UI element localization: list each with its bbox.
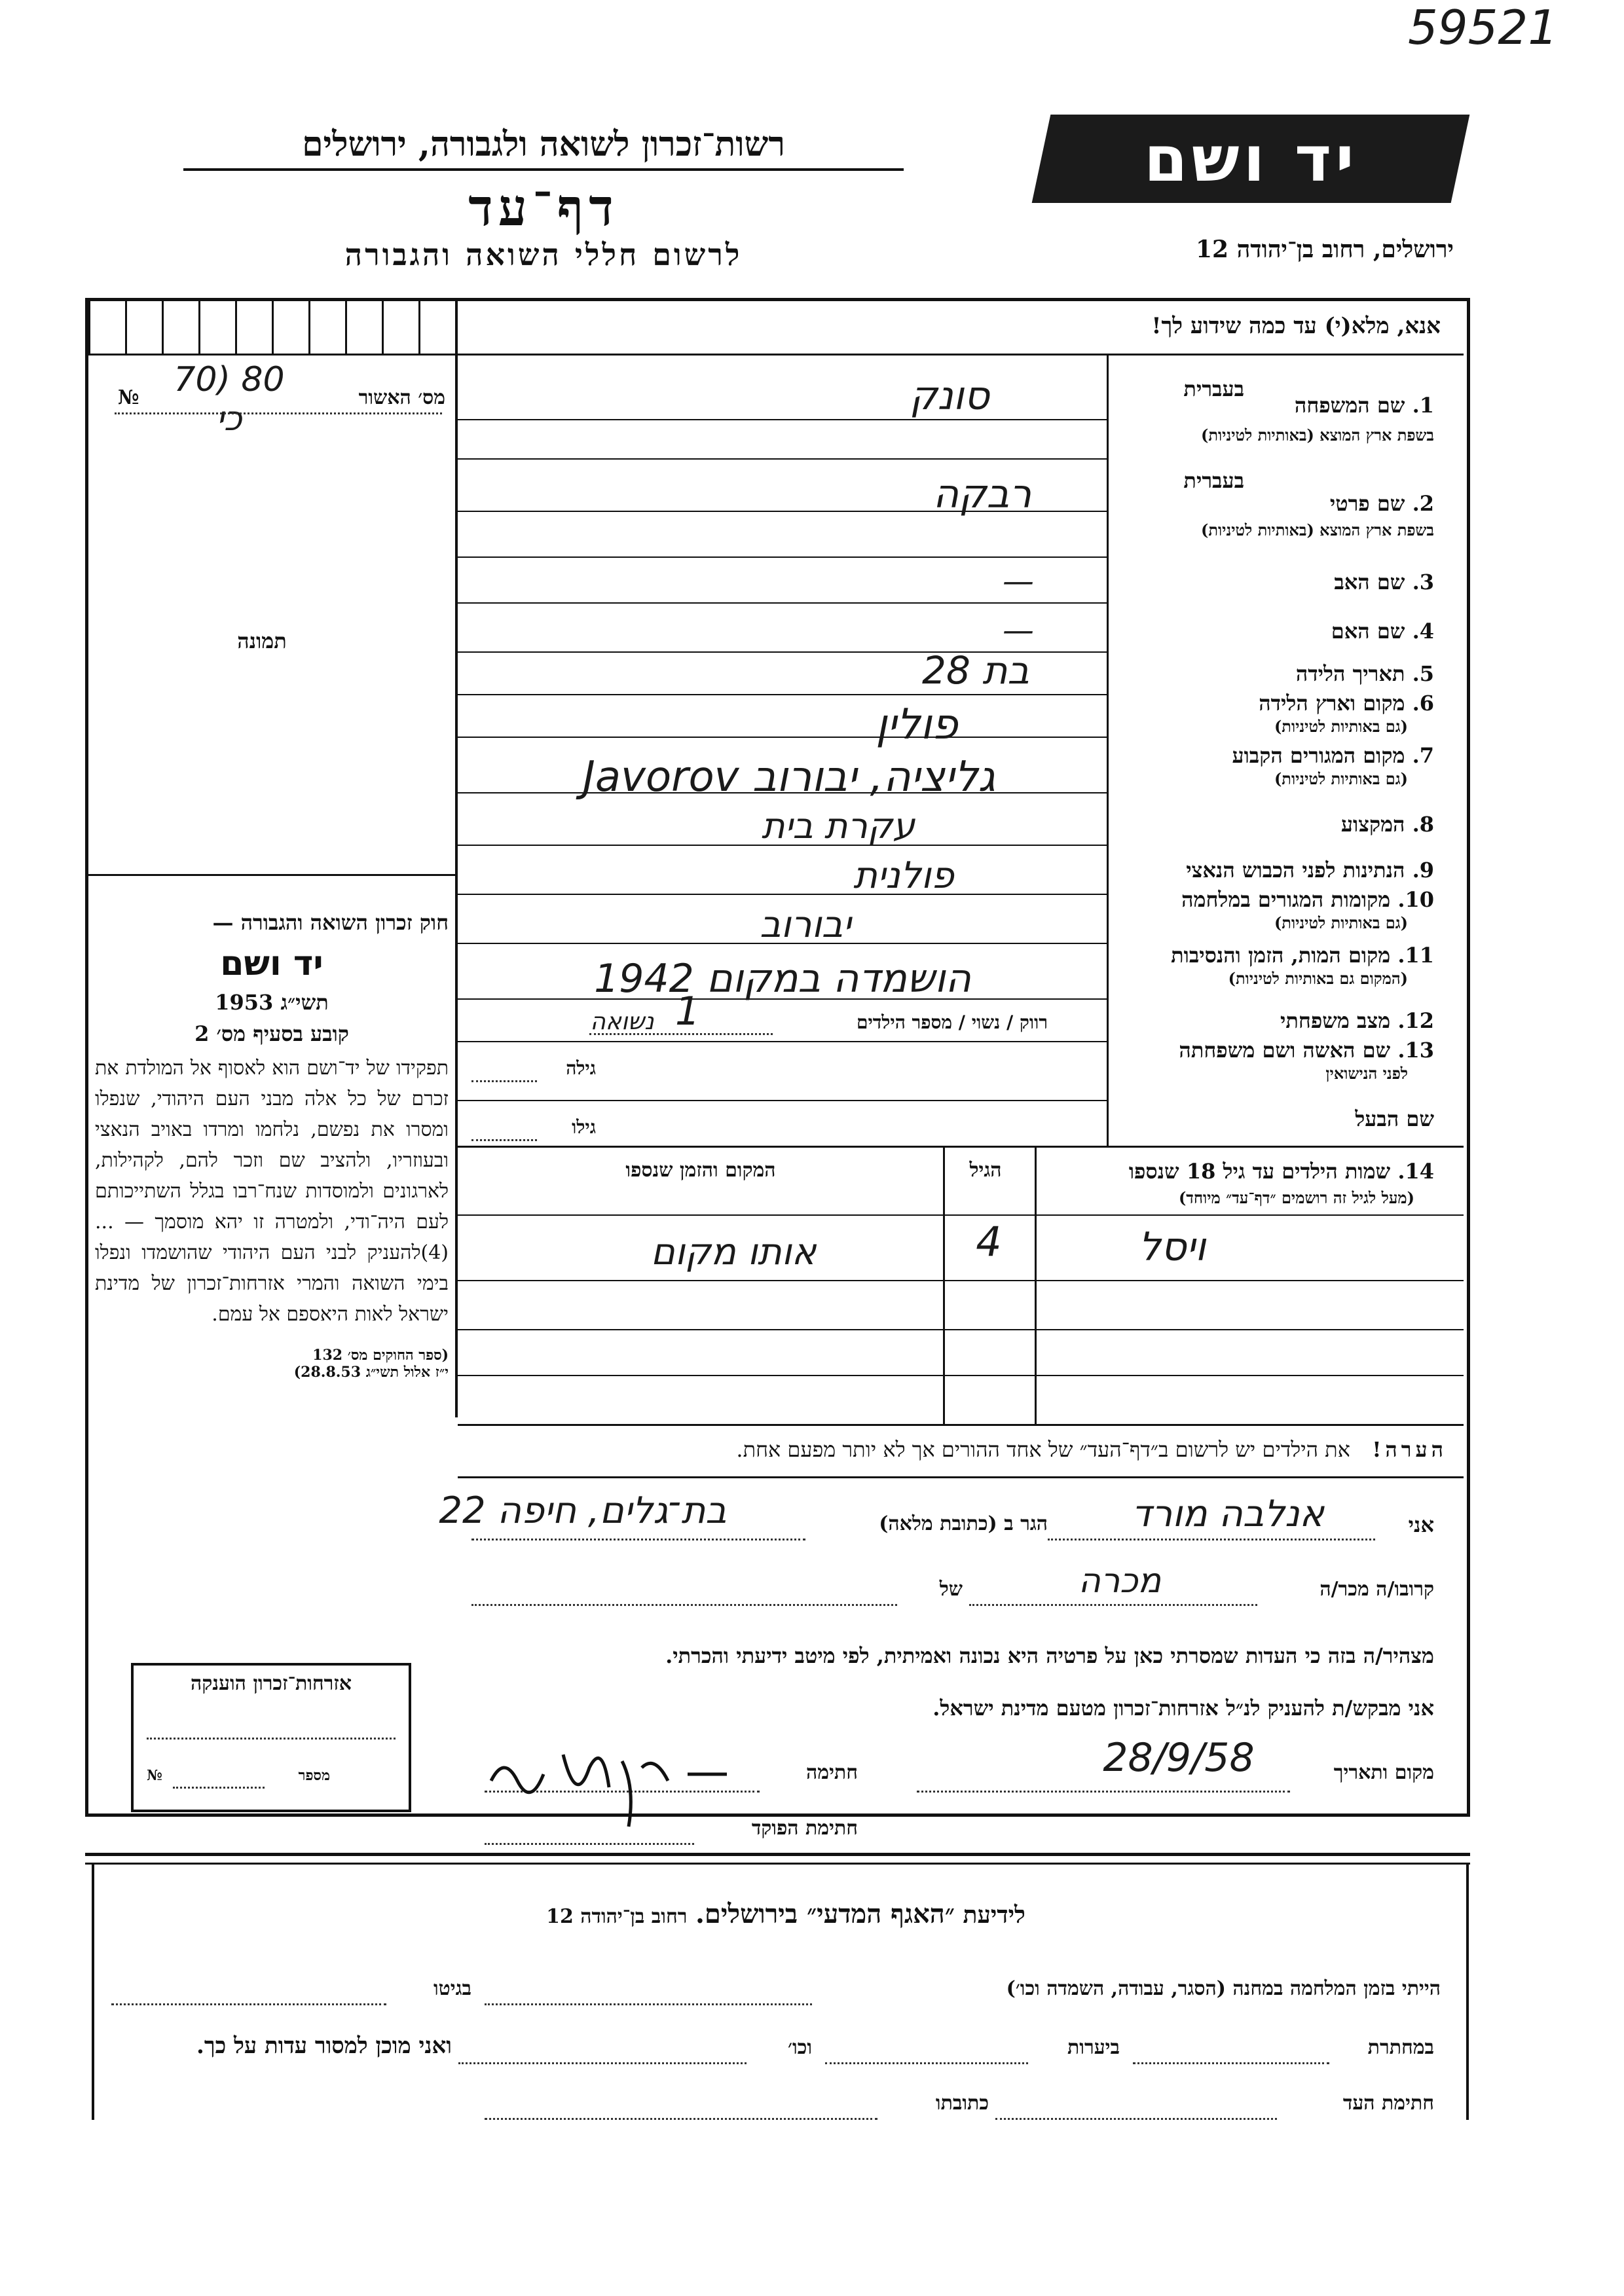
row-12-text: מצב משפחתי	[1280, 1008, 1391, 1033]
corner-archive-number: 59521	[1408, 0, 1559, 55]
age-label-husband: גילו	[572, 1116, 596, 1138]
family-name-value: סונק	[910, 373, 989, 419]
row-6-text: מקום וארץ הלידה	[1259, 691, 1405, 716]
row-7-text: מקום המגורים הקבוע	[1232, 743, 1405, 768]
authority-title: רשות־זכרון לשואה ולגבורה, ירושלים	[183, 124, 904, 171]
row-7-sub: (גם באותיות לטיניות)	[1274, 769, 1408, 788]
row-4-num: 4.	[1412, 619, 1434, 644]
row-5-text: תאריך הלידה	[1295, 661, 1405, 686]
declaration-address-label: הגר ב (כתובת מלאה)	[879, 1512, 1048, 1535]
row-5-num: 5.	[1412, 661, 1434, 686]
row-13-num: 13.	[1397, 1038, 1434, 1063]
children-title-text: שמות הילדים עד גיל 18 שנספו	[1128, 1159, 1391, 1184]
footer-camp-label: הייתי בזמן המלחמה במחנה (הסגר, עבודה, השמדה וכו׳)	[1006, 1977, 1441, 2000]
law-logo: יד ושם	[220, 944, 323, 983]
marital-status-value: נשואה	[590, 1008, 654, 1035]
row-1-hebrew-tag: בעברית	[1183, 376, 1244, 401]
footer-title-suffix: רחוב בן־יהודה 12	[546, 1905, 688, 1928]
law-citation-1: (ספר החוקים מס׳ 132	[312, 1347, 449, 1364]
age-label-wife: גילה	[566, 1057, 596, 1079]
row-10-label	[1113, 887, 1434, 912]
row-13-sub: לפני הנישואין	[1325, 1064, 1408, 1083]
row-2-num: 2.	[1412, 491, 1434, 516]
row-7-label	[1113, 743, 1434, 768]
law-year: תשי״ג 1953	[215, 990, 329, 1015]
form-title: דף־עד	[468, 178, 619, 238]
note-body: את הילדים יש לרשום ב״דף־העד״ של אחד ההורים אך לא יותר מפעם אחת.	[736, 1437, 1350, 1462]
row-8-num: 8.	[1412, 812, 1434, 837]
row-6-label	[1113, 691, 1434, 716]
marital-options: רווק / נשוי / מספר הילדים	[856, 1011, 1048, 1033]
law-box	[95, 910, 449, 1381]
place-date-label: מקום ותאריך	[1333, 1761, 1434, 1784]
children-col-place: המקום והזמן שנספו	[625, 1159, 776, 1182]
row-6-num: 6.	[1412, 691, 1434, 716]
child-1-place: אותו מקום	[650, 1231, 817, 1273]
note-text	[465, 1437, 1447, 1462]
row-2-sub: בשפת ארץ המוצא (באותיות לטיניות)	[1201, 520, 1434, 539]
row-2-text: שם פרטי	[1329, 491, 1405, 516]
footer-etc-label: וכו׳	[788, 2036, 812, 2059]
row-4-text: שם האם	[1331, 619, 1405, 644]
yad-vashem-logo	[1032, 115, 1470, 203]
residence-value: גליציה, יבורוב Javorov	[583, 753, 995, 801]
row-13-label	[1113, 1038, 1434, 1063]
law-citation-2: י״ז אלול תשי״ג 28.8.53)	[293, 1364, 449, 1381]
birth-place-value: פולין	[876, 701, 958, 749]
footer-title	[327, 1899, 1244, 1929]
row-1-text: שם המשפחה	[1294, 393, 1405, 418]
row-13-text: שם האשה ושם משפחתה	[1179, 1038, 1391, 1063]
children-sub: (מעל לגיל זה רושמים ״דף־עד״ מיוחד)	[1178, 1188, 1414, 1207]
signature-scribble-icon	[478, 1728, 740, 1833]
relative-of-label: של	[939, 1578, 963, 1601]
children-num: 14.	[1397, 1159, 1434, 1184]
handwritten-signature	[478, 1728, 740, 1833]
citizenship-number-label: מספר	[298, 1767, 330, 1784]
wartime-residence-value: יבורוב	[760, 903, 851, 946]
children-count-value: 1	[674, 989, 701, 1034]
birth-date-value: בת 28	[922, 648, 1029, 693]
row-7-num: 7.	[1412, 743, 1434, 768]
row-8-label	[1113, 812, 1434, 837]
approval-label: מס׳ האשור	[358, 386, 445, 409]
row-11-text: מקום המות, הזמן והנסיבות	[1171, 943, 1391, 968]
law-section: קובע בסעיף מס׳ 2	[194, 1021, 349, 1046]
row-9-num: 9.	[1412, 858, 1434, 883]
tick-marks	[88, 301, 455, 355]
footer-hiding-label: במחתרת	[1367, 2036, 1434, 2059]
law-heading: חוק זכרון השואה והגבורה —	[212, 910, 449, 935]
row-12-label	[1113, 1008, 1434, 1033]
place-date-value: 28/9/58	[1103, 1735, 1255, 1781]
row-2-label	[1113, 491, 1434, 516]
first-name-value: רבקה	[932, 471, 1032, 517]
father-name-value: —	[1003, 563, 1034, 600]
husband-label: שם הבעל	[1355, 1106, 1434, 1131]
declaration-request: אני מבקש/ת להעניק לנ״ל אזרחות־זכרון מטעם מדינת ישראל.	[932, 1696, 1434, 1721]
row-1-num: 1.	[1412, 393, 1434, 418]
footer-forests-label: ביערות	[1067, 2036, 1120, 2059]
relative-value: מכרה	[1078, 1561, 1162, 1601]
declarant-name: אנלבה מורד	[1132, 1493, 1324, 1535]
children-col-age: הגיל	[969, 1159, 1002, 1182]
profession-value: עקרת בית	[761, 805, 915, 847]
officer-signature-label: חתימת הפוקד	[751, 1817, 858, 1840]
death-place-value: הושמדה במקום 1942	[594, 956, 971, 1002]
row-3-num: 3.	[1412, 570, 1434, 594]
row-6-sub: (גם באותיות לטיניות)	[1274, 717, 1408, 736]
citizenship-box	[131, 1663, 411, 1812]
row-5-label	[1113, 661, 1434, 686]
declaration-ani: אני	[1408, 1512, 1434, 1537]
form-subtitle: לרשום חללי השואה והגבורה	[344, 237, 743, 272]
footer-address-label: כתובתו	[935, 2092, 989, 2115]
row-12-num: 12.	[1397, 1008, 1434, 1033]
row-1-sub: בשפת ארץ המוצא (באותיות לטיניות)	[1201, 426, 1434, 445]
row-3-label	[1113, 570, 1434, 594]
row-8-text: המקצוע	[1340, 812, 1405, 837]
row-3-text: שם האב	[1334, 570, 1405, 594]
row-11-num: 11.	[1397, 943, 1434, 968]
footer-witness-signature-label: חתימת העד	[1342, 2092, 1434, 2115]
declarant-address: בת־גלים, חיפה 22	[439, 1489, 727, 1532]
footer-title-bold: ״האגף המדעי״ בירושלים.	[695, 1899, 955, 1929]
child-1-age: 4	[976, 1218, 1002, 1266]
footer-ghetto-label: בגיטו	[433, 1977, 471, 2000]
row-4-label	[1113, 619, 1434, 644]
child-1-name: ויסל	[1138, 1224, 1206, 1270]
mother-name-value: —	[1003, 612, 1034, 649]
row-9-text: הנתינות לפני הכבוש הנאצי	[1186, 858, 1405, 883]
row-11-sub: (המקום גם באותיות לטיניות)	[1228, 969, 1408, 988]
row-9-label	[1113, 858, 1434, 883]
nationality-value: פולנית	[853, 854, 954, 897]
row-10-text: מקומות המגורים במלחמה	[1181, 887, 1391, 912]
approval-no-sign: №	[118, 386, 139, 409]
footer-ready-label: ואני מוכן למסור עדות על כך.	[196, 2033, 452, 2059]
header-address: ירושלים, רחוב בן־יהודה 12	[1195, 236, 1454, 263]
signature-label: חתימה	[806, 1761, 858, 1784]
footer-title-prefix: לידיעת	[963, 1901, 1025, 1929]
declaration-statement: מצהיר/ה בזה כי העדות שמסרתי כאן על פרטיה היא נכונה ואמיתית, לפי מיטב ידיעתי והכרתי.	[665, 1643, 1434, 1668]
citizenship-box-title: אזרחות־זכרון הוענקה	[190, 1672, 352, 1695]
row-11-label	[1113, 943, 1434, 968]
row-10-sub: (גם באותיות לטיניות)	[1274, 913, 1408, 932]
photo-label: תמונה	[237, 629, 287, 653]
law-body: תפקידו של יד־ושם הוא לאסוף אל המולדת את זכרם של כל אלה מבני העם היהודי, שנפלו ומסרו את נפשם, נלחמו ומרדו באויב הנאצי ובעוזריו, ולהציב שם וזכר להם, לקהילות, לארגונים ולמוסדות שנח־רבו בגלל השתייכותם לעם היה־ודי, ולמטרה זו יהא מוסמך — ...(4)להעניק לבני העם היהודי שהושמדו ונפלו בימי השואה והמרי אזרחות־זכרון של מדינת ישראל לאות היאספם אל עמם.	[95, 1057, 449, 1326]
form-intro: אנא, מלא(י) עד כמה שידוע לך!	[1151, 313, 1441, 339]
citizenship-no-sign: №	[147, 1767, 162, 1784]
row-2-hebrew-tag: בעברית	[1183, 468, 1244, 493]
relative-label: קרובו/ה מכר/ה	[1320, 1578, 1434, 1601]
logo-text: יד ושם	[1143, 122, 1358, 196]
row-10-num: 10.	[1397, 887, 1434, 912]
note-label: הערה!	[1372, 1437, 1447, 1462]
approval-value: 80 (70 כי	[174, 360, 285, 439]
